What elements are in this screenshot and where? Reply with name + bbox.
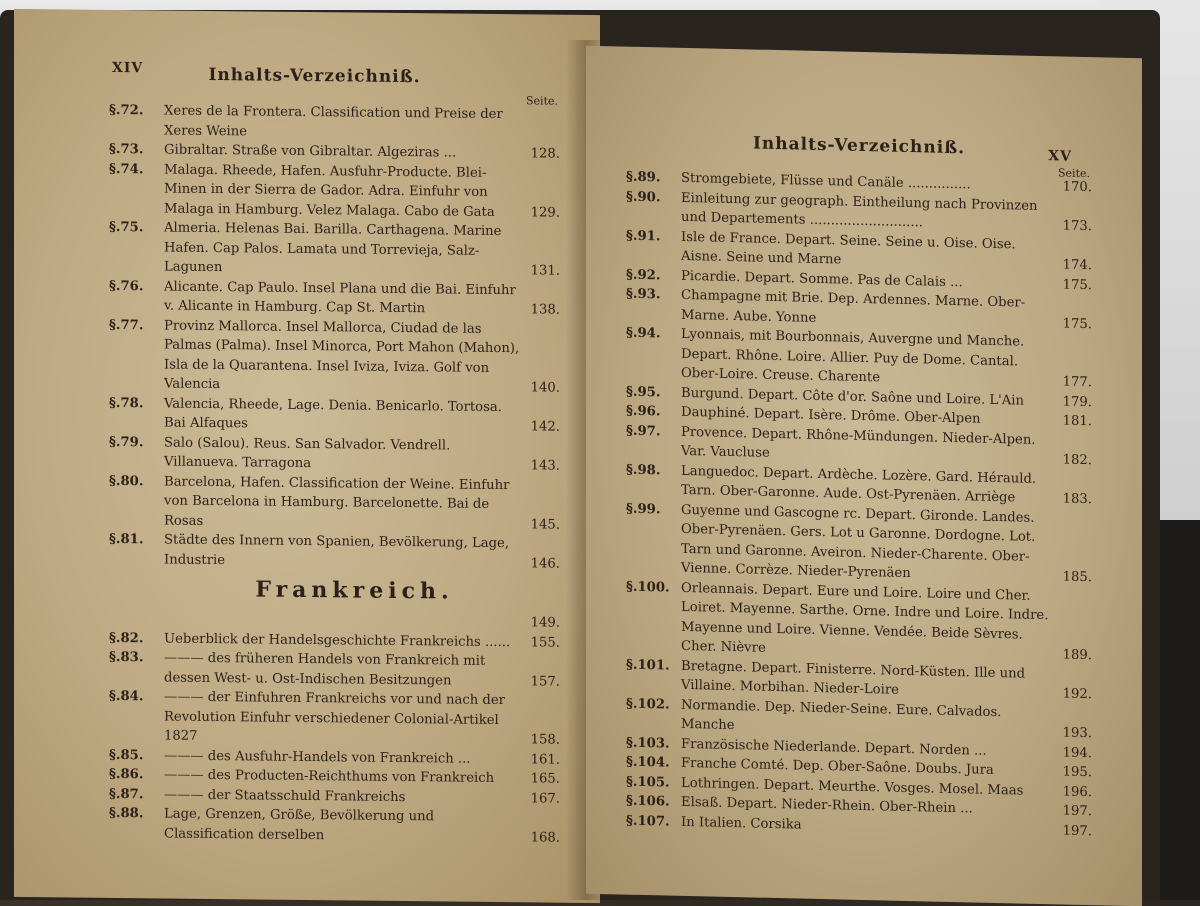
toc-page-number: 149. bbox=[520, 613, 560, 633]
toc-page-number: 181. bbox=[1052, 411, 1092, 431]
toc-section-number: §.106. bbox=[626, 792, 681, 813]
toc-entry-text: Burgund. Depart. Côte d'or. Saône und Loire. L'Ain bbox=[681, 383, 1052, 411]
toc-entry-text: ——— des Ausfuhr-Handels von Frankreich ... bbox=[164, 746, 520, 769]
toc-section-number bbox=[109, 609, 164, 629]
toc-entry bbox=[626, 499, 1092, 588]
toc-entry-text: Picardie. Depart. Somme. Pas de Calais ... bbox=[681, 266, 1052, 294]
toc-page-number: 196. bbox=[1052, 782, 1092, 802]
toc-entry-text: In Italien. Corsika bbox=[681, 812, 1052, 840]
toc-section-number: §.101. bbox=[626, 655, 681, 695]
toc-entry bbox=[626, 577, 1092, 666]
toc-section-number: §.74. bbox=[109, 159, 164, 218]
toc-section-number: §.80. bbox=[109, 471, 164, 530]
toc-section-number: §.107. bbox=[626, 811, 681, 832]
toc-page-number: 146. bbox=[520, 554, 560, 574]
toc-entry-text: ——— des früheren Handels von Frankreich mit dessen West- u. Ost-Indischen Besitzungen bbox=[164, 649, 520, 692]
toc-page-number: 194. bbox=[1052, 743, 1092, 763]
toc-entry-text: Malaga. Rheede, Hafen. Ausfuhr-Producte. Blei-Minen in der Sierra de Gador. Adra. Einfuhr von Malaga in Hamburg. Velez Malaga. Cabo de Gata bbox=[164, 160, 520, 222]
toc-section-number: §.84. bbox=[109, 687, 164, 746]
toc-section-number: §.99. bbox=[626, 499, 681, 578]
toc-section-number: §.83. bbox=[109, 648, 164, 688]
toc-entry bbox=[109, 218, 560, 281]
toc-entry-text: Normandie. Dep. Nieder-Seine. Eure. Calvados. Manche bbox=[681, 695, 1052, 742]
toc-section-number: §.102. bbox=[626, 694, 681, 734]
toc-entry-text: Guyenne und Gascogne rc. Depart. Gironde. Landes. Ober-Pyrenäen. Gers. Lot u Garonne. Dordogne. Lot. Tarn und Garonne. Aveiron. Nieder-Charente. Ober-Vienne. Corrèze. Nieder-Pyrenäen bbox=[681, 500, 1052, 586]
toc-page-number: 138. bbox=[520, 300, 560, 320]
toc-section-number: §.90. bbox=[626, 187, 681, 227]
section-heading-frankreich: Frankreich. bbox=[149, 575, 560, 605]
toc-page-number: 197. bbox=[1052, 801, 1092, 821]
right-toc-list bbox=[626, 168, 1092, 842]
toc-page-number: 157. bbox=[520, 672, 560, 692]
toc-page-number: 197. bbox=[1052, 821, 1092, 841]
toc-section-number: §.82. bbox=[109, 628, 164, 648]
toc-page-number: 179. bbox=[1052, 392, 1092, 412]
toc-section-number: §.103. bbox=[626, 733, 681, 754]
toc-section-number: §.85. bbox=[109, 745, 164, 765]
toc-entry-text: Salo (Salou). Reus. San Salvador. Vendrell. Villanueva. Tarragona bbox=[164, 433, 520, 476]
toc-page-number: 193. bbox=[1052, 723, 1092, 743]
toc-entry-text: Lyonnais, mit Bourbonnais, Auvergne und Manche. Depart. Rhône. Loire. Allier. Puy de Dome. Cantal. Ober-Loire. Creuse. Charente bbox=[681, 325, 1052, 392]
toc-entry-text: Valencia, Rheede, Lage. Denia. Benicarlo. Tortosa. Bai Alfaques bbox=[164, 394, 520, 437]
toc-page-number: 143. bbox=[520, 456, 560, 476]
left-seite-label: Seite. bbox=[109, 90, 560, 108]
toc-page-number: 182. bbox=[1052, 450, 1092, 470]
toc-entry-text: Bretagne. Depart. Finisterre. Nord-Küsten. Ille und Villaine. Morbihan. Nieder-Loire bbox=[681, 656, 1052, 703]
toc-entry-text: ——— des Producten-Reichthums von Frankreich bbox=[164, 766, 520, 789]
toc-entry bbox=[109, 101, 560, 145]
toc-entry-text: Städte des Innern von Spanien, Bevölkerung, Lage, Industrie bbox=[164, 531, 520, 574]
toc-entry-text: Champagne mit Brie. Dep. Ardennes. Marne. Ober-Marne. Aube. Yonne bbox=[681, 286, 1052, 333]
toc-section-number: §.92. bbox=[626, 265, 681, 286]
toc-entry-text: Provence. Depart. Rhône-Mündungen. Nieder-Alpen. Var. Vaucluse bbox=[681, 422, 1052, 469]
toc-entry bbox=[109, 315, 560, 398]
toc-page-number: 185. bbox=[1052, 567, 1092, 587]
toc-entry-text: Lage, Grenzen, Größe, Bevölkerung und Classification derselben bbox=[164, 805, 520, 848]
left-running-head: Inhalts-Verzeichniß. bbox=[69, 64, 560, 89]
toc-section-number: §.72. bbox=[109, 101, 164, 141]
toc-entry bbox=[109, 432, 560, 476]
toc-page-number: 175. bbox=[1052, 314, 1092, 334]
toc-page-number: 158. bbox=[520, 730, 560, 750]
toc-entry-text: Languedoc. Depart. Ardèche. Lozère. Gard. Hérauld. Tarn. Ober-Garonne. Aude. Ost-Pyrenäen. Arriège bbox=[681, 461, 1052, 508]
toc-section-number: §.91. bbox=[626, 226, 681, 266]
toc-entry-text: Stromgebiete, Flüsse und Canäle ............... bbox=[681, 169, 1052, 197]
toc-page-number: 189. bbox=[1052, 645, 1092, 665]
toc-page-number: 128. bbox=[520, 144, 560, 164]
toc-page-number: 170. bbox=[1052, 177, 1092, 197]
toc-section-number: §.87. bbox=[109, 784, 164, 804]
toc-entry-text: Gibraltar. Straße von Gibraltar. Algeziras ... bbox=[164, 141, 520, 164]
toc-page-number: 131. bbox=[520, 261, 560, 281]
toc-page-number: 173. bbox=[1052, 216, 1092, 236]
right-page-number: XV bbox=[1048, 148, 1072, 165]
toc-entry-text: Barcelona, Hafen. Classification der Weine. Einfuhr von Barcelona in Hamburg. Barcelonette. Bai de Rosas bbox=[164, 472, 520, 534]
toc-entry-text: Alicante. Cap Paulo. Insel Plana und die Bai. Einfuhr v. Alicante in Hamburg. Cap St. Martin bbox=[164, 277, 520, 320]
toc-page-number: 174. bbox=[1052, 255, 1092, 275]
toc-page-number: 168. bbox=[520, 828, 560, 848]
toc-section-number: §.96. bbox=[626, 402, 681, 423]
toc-page-number: 161. bbox=[520, 750, 560, 770]
toc-section-number: §.81. bbox=[109, 530, 164, 570]
toc-entry bbox=[626, 324, 1092, 393]
toc-page-number: 145. bbox=[520, 515, 560, 535]
toc-entry bbox=[109, 471, 560, 534]
toc-section-number: §.86. bbox=[109, 765, 164, 785]
toc-page-number: 140. bbox=[520, 378, 560, 398]
toc-entry-text: Almeria. Helenas Bai. Barilla. Carthagena. Marine Hafen. Cap Palos. Lamata und Torrevieja, Salz-Lagunen bbox=[164, 219, 520, 281]
toc-section-number: §.94. bbox=[626, 324, 681, 384]
toc-page-number: 192. bbox=[1052, 684, 1092, 704]
toc-entry-text: Provinz Mallorca. Insel Mallorca, Ciudad de las Palmas (Palma). Insel Minorca, Port Mahon (Mahon), Isla de la Quarantena. Insel Iviza, Iviza. Golf von Valencia bbox=[164, 316, 520, 398]
right-page bbox=[586, 46, 1142, 906]
toc-entry-text: Franche Comté. Dep. Ober-Saône. Doubs. Jura bbox=[681, 754, 1052, 782]
toc-page-number: 167. bbox=[520, 789, 560, 809]
toc-page-number: 175. bbox=[1052, 275, 1092, 295]
left-page-number: XIV bbox=[112, 60, 143, 76]
left-toc-list bbox=[109, 101, 560, 574]
toc-section-number: §.79. bbox=[109, 432, 164, 472]
toc-entry-text: Lothringen. Depart. Meurthe. Vosges. Mosel. Maas bbox=[681, 773, 1052, 801]
toc-section-number: §.98. bbox=[626, 460, 681, 500]
toc-page-number: 165. bbox=[520, 769, 560, 789]
left-page bbox=[14, 9, 600, 903]
toc-entry bbox=[109, 648, 560, 692]
right-running-head: Inhalts-Verzeichniß. bbox=[626, 131, 1092, 162]
toc-entry bbox=[109, 393, 560, 437]
toc-section-number: §.97. bbox=[626, 421, 681, 461]
toc-section-number: §.75. bbox=[109, 218, 164, 277]
toc-entry bbox=[109, 276, 560, 320]
toc-page-number: 142. bbox=[520, 417, 560, 437]
toc-entry-text: Dauphiné. Depart. Isère. Drôme. Ober-Alpen bbox=[681, 403, 1052, 431]
toc-entry-text: ——— der Einfuhren Frankreichs vor und nach der Revolution Einfuhr verschiedener Colonial-Artikel 1827 bbox=[164, 688, 520, 750]
toc-entry-text: Ueberblick der Handelsgeschichte Frankreichs ...... bbox=[164, 629, 520, 652]
toc-section-number: §.95. bbox=[626, 382, 681, 403]
toc-page-number: 195. bbox=[1052, 762, 1092, 782]
toc-section-number: §.100. bbox=[626, 577, 681, 656]
toc-section-number: §.77. bbox=[109, 315, 164, 394]
left-toc-list-after bbox=[109, 609, 560, 848]
toc-section-number: §.89. bbox=[626, 168, 681, 189]
toc-entry-text: Einleitung zur geograph. Eintheilung nach Provinzen und Departements ........................... bbox=[681, 188, 1052, 235]
toc-entry bbox=[109, 530, 560, 574]
toc-entry-text: Orleannais. Depart. Eure und Loire. Loire und Cher. Loiret. Mayenne. Sarthe. Orne. Indre und Loire. Indre. Mayenne und Loire. Vienne. Vendée. Beide Sèvres. Cher. Nièvre bbox=[681, 578, 1052, 664]
toc-page-number: 129. bbox=[520, 203, 560, 223]
toc-entry bbox=[109, 159, 560, 222]
toc-page-number: 183. bbox=[1052, 489, 1092, 509]
toc-entry-text: Elsaß. Depart. Nieder-Rhein. Ober-Rhein ... bbox=[681, 793, 1052, 821]
toc-entry-text: Xeres de la Frontera. Classification und Preise der Xeres Weine bbox=[164, 102, 520, 145]
toc-entry bbox=[109, 804, 560, 848]
toc-entry-text: ——— der Staatsschuld Frankreichs bbox=[164, 785, 520, 808]
toc-section-number: §.93. bbox=[626, 285, 681, 325]
toc-entry-text: Französische Niederlande. Depart. Norden ... bbox=[681, 734, 1052, 762]
right-seite-label: Seite. bbox=[626, 157, 1092, 181]
toc-section-number: §.76. bbox=[109, 276, 164, 316]
toc-entry-text: Isle de France. Depart. Seine. Seine u. Oise. Oise. Aisne. Seine und Marne bbox=[681, 227, 1052, 274]
toc-section-number: §.88. bbox=[109, 804, 164, 844]
toc-section-number: §.105. bbox=[626, 772, 681, 793]
toc-section-number: §.104. bbox=[626, 753, 681, 774]
toc-entry bbox=[109, 687, 560, 750]
toc-page-number: 155. bbox=[520, 633, 560, 653]
toc-section-number: §.73. bbox=[109, 140, 164, 160]
toc-page-number: 177. bbox=[1052, 372, 1092, 392]
toc-section-number: §.78. bbox=[109, 393, 164, 433]
